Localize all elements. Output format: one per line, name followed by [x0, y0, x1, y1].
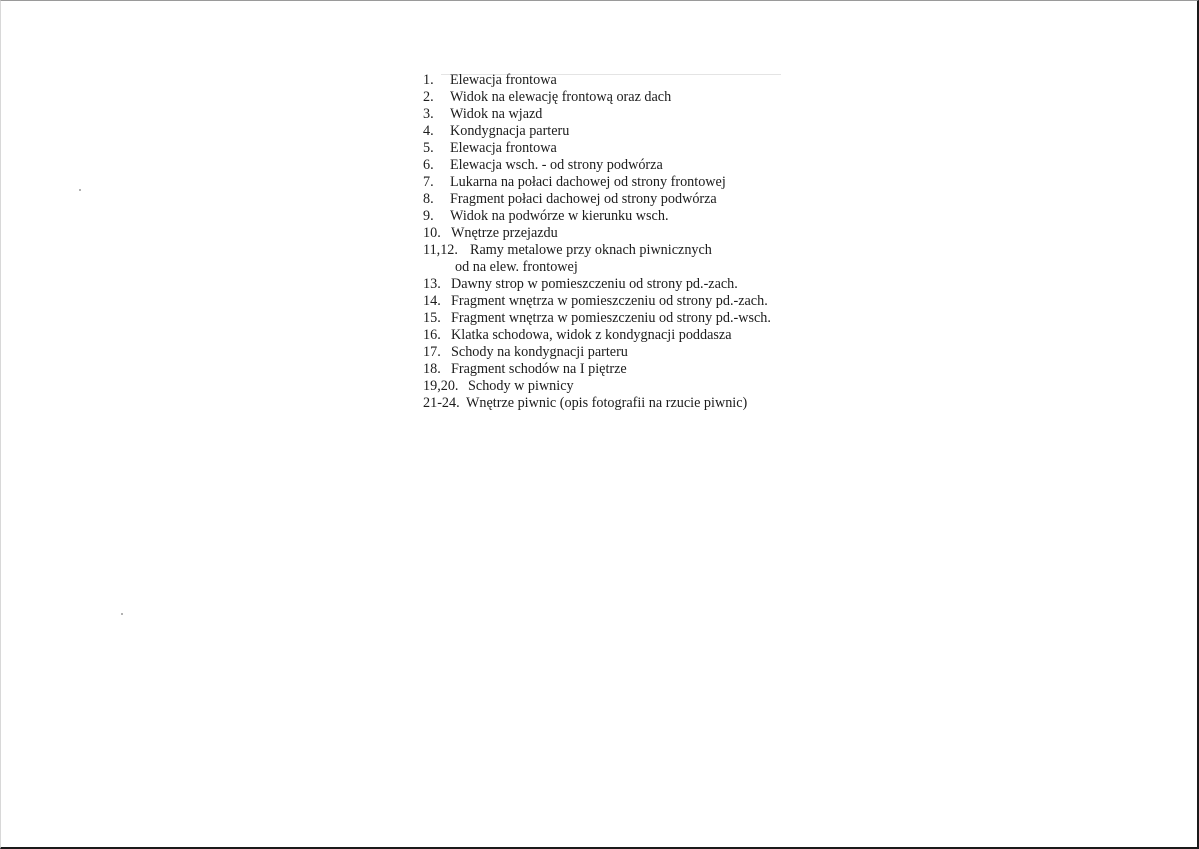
item-number: 17.: [423, 344, 441, 360]
item-text: Wnętrze piwnic (opis fotografii na rzucie piwnic): [466, 395, 748, 411]
item-number: 16.: [423, 327, 441, 343]
list-item: [423, 123, 793, 140]
item-text: Elewacja wsch. - od strony podwórza: [450, 157, 663, 173]
item-text: Ramy metalowe przy oknach piwnicznych: [470, 242, 712, 258]
item-text: Fragment schodów na I piętrze: [451, 361, 627, 377]
list-item: [423, 157, 793, 174]
item-text: Widok na elewację frontową oraz dach: [450, 89, 672, 105]
item-text: Fragment wnętrza w pomieszczeniu od strony pd.-wsch.: [451, 310, 771, 326]
item-number: 15.: [423, 310, 441, 326]
list-item: [423, 106, 793, 123]
item-number: 3.: [423, 106, 434, 122]
item-text: Lukarna na połaci dachowej od strony frontowej: [450, 174, 726, 190]
list-item: [423, 344, 793, 361]
item-text: Schody na kondygnacji parteru: [451, 344, 628, 360]
item-number: 4.: [423, 123, 434, 139]
list-item: [423, 310, 793, 327]
item-text: Fragment połaci dachowej od strony podwórza: [450, 191, 717, 207]
list-item: [423, 276, 793, 293]
list-item: [423, 89, 793, 106]
item-text: Schody w piwnicy: [468, 378, 574, 394]
item-text: Kondygnacja parteru: [450, 123, 570, 139]
item-text: Klatka schodowa, widok z kondygnacji poddasza: [451, 327, 732, 343]
item-text: Widok na wjazd: [450, 106, 543, 122]
item-number: 8.: [423, 191, 434, 207]
item-text: Elewacja frontowa: [450, 72, 557, 88]
item-text: Elewacja frontowa: [450, 140, 557, 156]
list-item: [423, 208, 793, 225]
item-number: 14.: [423, 293, 441, 309]
item-text: Widok na podwórze w kierunku wsch.: [450, 208, 669, 224]
list-item: [423, 72, 793, 89]
list-item: [423, 327, 793, 344]
list-item: 21-24. Wnętrze piwnic (opis fotografii na rzucie piwnic): [423, 395, 748, 411]
photo-caption-list: [423, 72, 793, 412]
item-number: 10.: [423, 225, 441, 241]
item-number: 1.: [423, 72, 434, 88]
list-item: [423, 140, 793, 157]
list-item: [423, 361, 793, 378]
list-item: [423, 225, 793, 242]
item-number: 7.: [423, 174, 434, 190]
list-item: [423, 293, 793, 310]
item-number: 9.: [423, 208, 434, 224]
list-item: [423, 191, 793, 208]
item-text: Fragment wnętrza w pomieszczeniu od strony pd.-zach.: [451, 293, 768, 309]
list-item-continuation: [423, 259, 793, 276]
scan-speck: [121, 613, 123, 615]
item-text: Dawny strop w pomieszczeniu od strony pd.-zach.: [451, 276, 738, 292]
item-number: 2.: [423, 89, 434, 105]
item-number: 6.: [423, 157, 434, 173]
item-number: 18.: [423, 361, 441, 377]
item-text: Wnętrze przejazdu: [451, 225, 558, 241]
item-text: od na elew. frontowej: [455, 259, 578, 275]
list-item: [423, 174, 793, 191]
scan-speck: [79, 189, 81, 191]
item-number: 13.: [423, 276, 441, 292]
list-item: 11,12. Ramy metalowe przy oknach piwnicznych: [423, 242, 712, 258]
item-number: 5.: [423, 140, 434, 156]
list-item: 19,20. Schody w piwnicy: [423, 378, 574, 394]
